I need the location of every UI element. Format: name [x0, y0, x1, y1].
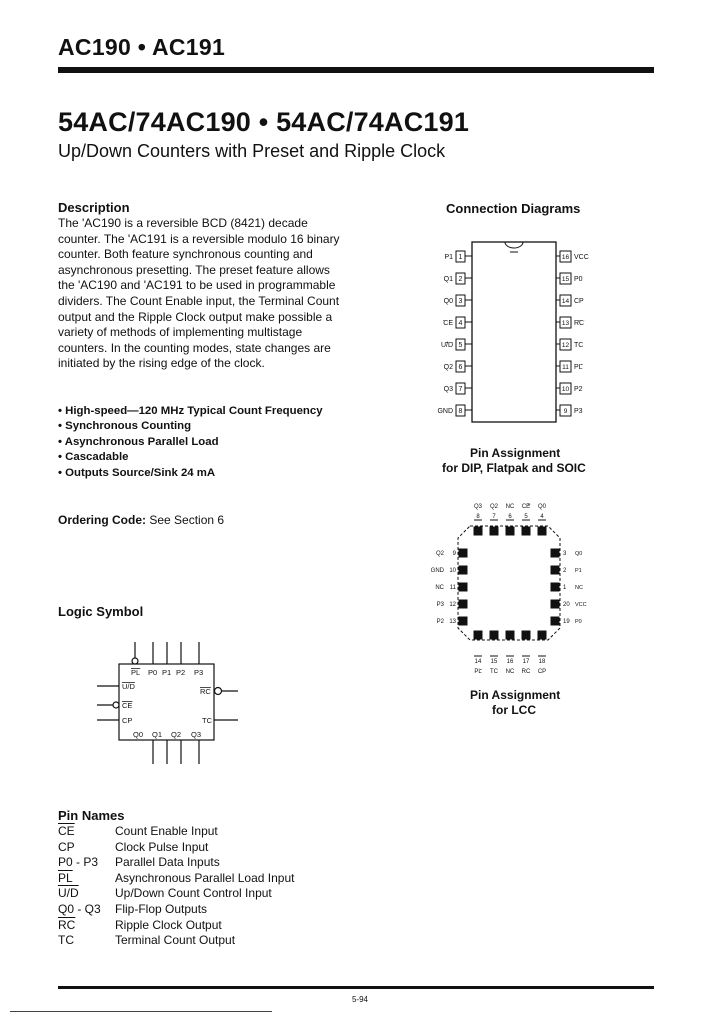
lcc-pin-label: CE	[521, 504, 531, 510]
logic-label-p2: P2	[176, 668, 186, 677]
dip-pin-label: GND	[437, 408, 453, 415]
lcc-pin-number: 5	[524, 514, 528, 520]
pin-symbol: Q0 - Q3	[58, 901, 101, 916]
pin-symbol: $\overline{CE}$	[58, 824, 75, 838]
lcc-pin-label: NC	[505, 504, 515, 510]
pin-symbol: CP	[58, 839, 75, 854]
lcc-pin-label: Q2	[435, 551, 444, 557]
lcc-pin-label: P0	[575, 619, 582, 625]
lcc-pin-label: Q0	[537, 504, 547, 510]
lcc-pin-label: NC	[575, 585, 583, 591]
dip-pin-number: 7	[458, 386, 463, 393]
dip-pin-label: Q2	[443, 364, 453, 371]
logic-symbol-heading: Logic Symbol	[58, 604, 144, 619]
lcc-pad	[506, 527, 514, 535]
lcc-pin-label: PL	[474, 669, 482, 675]
pin-symbol: U/D	[58, 886, 79, 901]
lcc-pad	[522, 631, 530, 639]
pin-symbol: P0 - P3	[58, 855, 99, 870]
logic-label-q2: Q2	[171, 730, 182, 739]
lcc-pin-number: 8	[476, 514, 480, 520]
dip-pin-number: 12	[561, 342, 570, 349]
dip-pin-label: TC	[574, 342, 584, 349]
lcc-package-body	[458, 526, 560, 640]
connection-diagrams-heading: Connection Diagrams	[446, 201, 581, 216]
lcc-pin-number: 6	[508, 514, 512, 520]
dip-notch	[505, 242, 523, 248]
table-row	[58, 855, 294, 871]
pin-symbol: $\overline{RC}$	[58, 917, 76, 932]
ordering-code	[58, 513, 224, 527]
feature-item: • Cascadable	[58, 451, 129, 464]
dip-diagram	[420, 236, 600, 428]
dip-pin-number: 3	[458, 298, 463, 305]
dip-pin-label: CE	[443, 320, 453, 327]
logic-label-cp: CP	[122, 716, 133, 725]
lcc-pad	[459, 600, 467, 608]
lcc-caption-title: Pin Assignment	[470, 688, 561, 702]
dip-pin-number: 5	[458, 342, 463, 349]
table-row	[58, 933, 294, 949]
pin-description: Up/Down Count Control Input	[115, 886, 272, 901]
lcc-pad	[551, 617, 559, 625]
lcc-pad	[459, 566, 467, 574]
lcc-pin-number: 14	[474, 659, 482, 665]
lcc-pin-number: 13	[449, 619, 456, 625]
logic-label-tc: TC	[202, 716, 212, 725]
logic-label-p0: P0	[148, 668, 158, 677]
pin-symbol: $\overline{PL}$	[58, 870, 73, 885]
logic-label-pl: PL	[131, 668, 141, 677]
lcc-pin-label: TC	[490, 669, 498, 675]
lcc-pin-label: VCC	[575, 602, 587, 608]
logic-label-p3: P3	[194, 668, 204, 677]
lcc-pad	[474, 527, 482, 535]
dip-pin-label: P2	[574, 386, 583, 393]
dip-pin-label: P1	[444, 254, 453, 261]
pin-description: Terminal Count Output	[115, 933, 236, 948]
lcc-pin-label: NC	[505, 669, 515, 675]
logic-label-ud: U/D	[122, 682, 135, 691]
lcc-pins	[431, 504, 587, 675]
table-row	[58, 840, 294, 856]
lcc-pad	[490, 527, 498, 535]
header-rule	[58, 67, 654, 73]
ordering-code-label: Ordering Code:	[58, 513, 147, 527]
dip-pin-number: 6	[458, 364, 463, 371]
lcc-pad	[551, 566, 559, 574]
lcc-pin-label: Q3	[473, 504, 483, 510]
dip-caption-subtitle: for DIP, Flatpak and SOIC	[442, 461, 586, 475]
lcc-pin-number: 12	[449, 602, 456, 608]
logic-label-q3: Q3	[191, 730, 202, 739]
lcc-pin-label: P3	[436, 602, 444, 608]
logic-label-q1: Q1	[152, 730, 163, 739]
logic-label-ce: CE	[122, 701, 133, 710]
lcc-pin-label: NC	[435, 585, 444, 591]
lcc-pin-number: 3	[563, 551, 567, 557]
description-text: The 'AC190 is a reversible BCD (8421) decade counter. The 'AC191 is a reversible modulo 16 binary counter. Both feature synchronous counting and asynchronous presetting. The preset feature allows the 'AC190 and 'AC191 to be used in programmable dividers. The Count Enable input, the Terminal Count output and the Ripple Clock output make possible a variety of methods of implementing multistage counters. In the counting modes, state changes are initiated by the rising edge of the clock.	[58, 216, 340, 371]
lcc-pin-label: CP	[537, 669, 547, 675]
dip-pin-label: P0	[574, 276, 583, 283]
pin-description: Ripple Clock Output	[115, 917, 222, 932]
feature-item: • Asynchronous Parallel Load	[58, 435, 219, 448]
header-part-title: AC190 • AC191	[58, 34, 226, 60]
dip-pin-number: 11	[562, 364, 569, 371]
lcc-caption-subtitle: for LCC	[492, 703, 536, 717]
dip-pin-label: PL	[574, 364, 583, 371]
lcc-pad	[459, 617, 467, 625]
lcc-pad	[506, 631, 514, 639]
dip-caption-title: Pin Assignment	[470, 446, 561, 460]
logic-label-q0: Q0	[133, 730, 144, 739]
lcc-pad	[474, 631, 482, 639]
logic-symbol-diagram	[90, 636, 250, 770]
dip-right-pins	[556, 251, 589, 416]
lcc-pad	[551, 583, 559, 591]
lcc-pin-label: Q2	[489, 504, 499, 510]
dip-pin-number: 9	[563, 408, 568, 415]
dip-pin-number: 8	[458, 408, 463, 415]
dip-left-pins	[437, 251, 472, 416]
feature-item: • Outputs Source/Sink 24 mA	[58, 466, 216, 479]
lcc-pad	[459, 549, 467, 557]
lcc-pin-number: 16	[506, 659, 514, 665]
dip-pin-label: U/D	[440, 342, 453, 349]
dip-pin-number: 13	[561, 320, 570, 327]
lcc-pad	[538, 631, 546, 639]
page-title: 54AC/74AC190 • 54AC/74AC191	[58, 107, 470, 137]
description-body	[58, 216, 348, 372]
dip-pin-number: 1	[458, 254, 463, 261]
lcc-pin-number: 17	[522, 659, 530, 665]
lcc-diagram	[420, 498, 600, 678]
logic-label-rc: RC	[200, 687, 211, 696]
dip-pin-number: 15	[561, 276, 570, 283]
feature-item: • High-speed—120 MHz Typical Count Frequency	[58, 405, 323, 417]
dip-pin-number: 4	[458, 320, 463, 327]
lcc-pin-label: P1	[575, 568, 582, 574]
dip-pin-number: 2	[458, 276, 463, 283]
lcc-pin-number: 11	[449, 585, 456, 591]
description-heading: Description	[58, 200, 130, 215]
dip-pin-label: Q1	[443, 276, 453, 283]
dip-pin-label: Q3	[443, 386, 453, 393]
dip-pin-number: 16	[561, 254, 570, 261]
pin-description: Count Enable Input	[115, 824, 218, 838]
dip-pin-number: 10	[561, 386, 570, 393]
lcc-pad	[551, 600, 559, 608]
lcc-pad	[551, 549, 559, 557]
ordering-code-value: See Section 6	[149, 513, 225, 527]
dip-pin-label: VCC	[574, 254, 589, 261]
lcc-pin-number: 19	[563, 619, 570, 625]
pin-description: Clock Pulse Input	[115, 839, 209, 854]
dip-pin-label: P3	[574, 408, 583, 415]
pin-names-table	[58, 824, 294, 949]
lcc-pin-number: 9	[452, 551, 456, 557]
lcc-pad	[459, 583, 467, 591]
feature-item: • Synchronous Counting	[58, 420, 192, 433]
lcc-pin-number: 10	[449, 568, 456, 574]
lcc-pin-number: 1	[563, 585, 567, 591]
lcc-pin-label: Q0	[575, 551, 583, 557]
lcc-pin-label: GND	[430, 568, 444, 574]
lcc-pin-number: 20	[563, 602, 570, 608]
pin-bubble	[132, 658, 138, 664]
dip-pin-number: 14	[561, 298, 570, 305]
lcc-pin-number: 2	[563, 568, 567, 574]
page-subtitle: Up/Down Counters with Preset and Ripple Clock	[58, 141, 446, 161]
lcc-pin-number: 18	[538, 659, 546, 665]
table-row	[58, 902, 294, 918]
dip-pin-label: Q0	[443, 298, 453, 305]
pin-symbol: TC	[58, 933, 74, 948]
lcc-pad	[490, 631, 498, 639]
pin-bubble	[113, 702, 119, 708]
logic-label-p1: P1	[162, 668, 172, 677]
lcc-pin-number: 4	[540, 514, 544, 520]
pin-description: Parallel Data Inputs	[115, 855, 220, 870]
lcc-pin-label: P2	[436, 619, 444, 625]
table-row	[58, 918, 294, 934]
table-row	[58, 824, 294, 840]
lcc-pin-label: RC	[521, 669, 531, 675]
dip-pin-label: RC	[574, 320, 585, 327]
table-row	[58, 886, 294, 902]
dip-package-body	[472, 242, 556, 422]
lcc-pad	[538, 527, 546, 535]
feature-list	[58, 404, 323, 481]
table-row	[58, 871, 294, 887]
footer-rule	[58, 986, 654, 989]
pin-description: Asynchronous Parallel Load Input	[115, 870, 295, 885]
pin-names-heading: Pin Names	[58, 808, 125, 823]
lcc-pad	[522, 527, 530, 535]
pin-description: Flip-Flop Outputs	[115, 901, 208, 916]
page-number: 5-94	[351, 995, 368, 1004]
dip-pin-label: CP	[574, 298, 584, 305]
pin-bubble	[215, 688, 222, 695]
lcc-pin-number: 15	[490, 659, 498, 665]
lcc-pin-number: 7	[492, 514, 496, 520]
